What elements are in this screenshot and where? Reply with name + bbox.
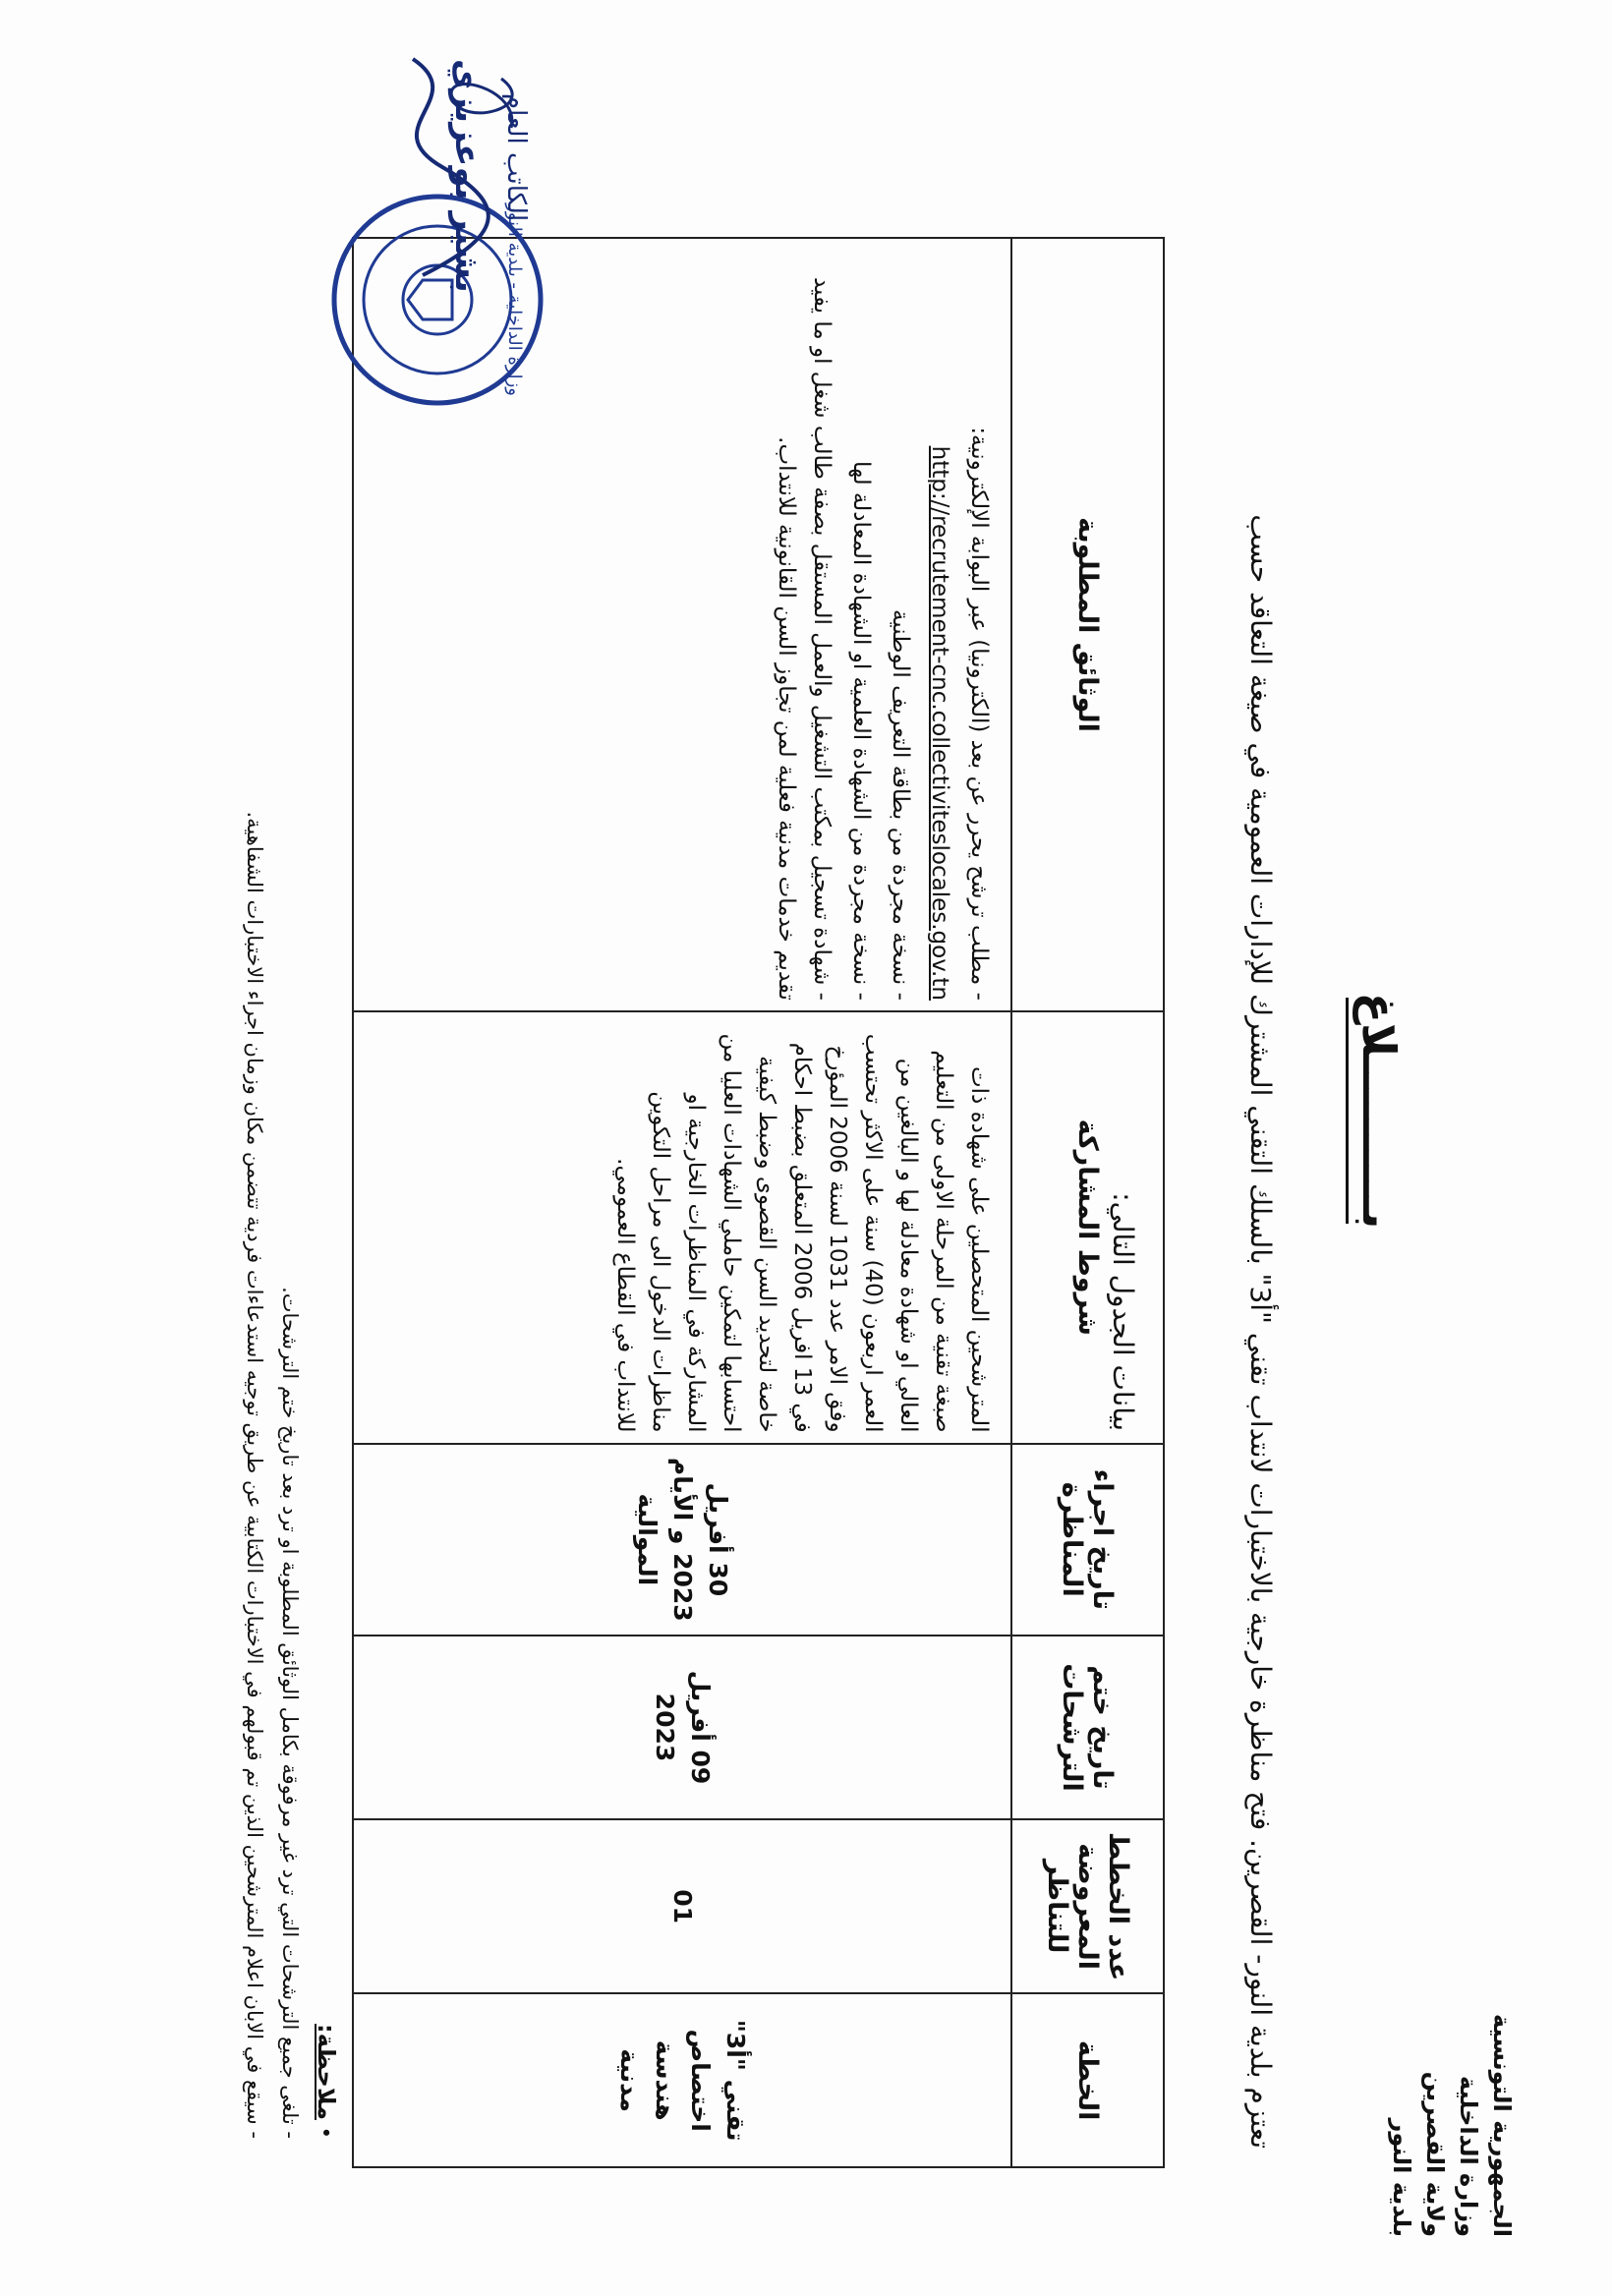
cell-count: 01 (353, 1819, 1011, 1993)
portal-link[interactable]: http://recrutement-cnc.collectiviteslocales.gov.tn (927, 445, 952, 1001)
table-row (353, 238, 1011, 2167)
letterhead-line: الجمهورية التونسية (1488, 2013, 1516, 2237)
notes-title: • ملاحظة: (313, 2024, 340, 2139)
stamp-label: وزارة الداخلية - بلدية النور (504, 203, 525, 396)
header-documents: الوثائق المطلوبة (1011, 238, 1164, 1011)
note-item: - تلغى جميع الترشحات التي ترد غير مرفوقة بكامل الوثائق المطلوبة او ترد بعد تاريخ ختم الترشحات. (278, 1287, 302, 2139)
header-count: عدد الخطط المعروضة للتناظر (1011, 1819, 1164, 1993)
title-underline (1346, 998, 1349, 1224)
cell-plan: تقني "أ3" اختصاص هندسة مدنية (353, 1993, 1011, 2167)
doc-item: - شهادة تسجيل بمكتب التشغيل والعمل المستقل بصفة طالب شغل او ما يفيد تقديم خدمات مدنية فعلية لمن تجاوز السن القانونية للانتداب. (774, 276, 835, 1001)
letterhead-line: بلدية النور (1388, 2118, 1415, 2237)
header-plan: الخطة (1011, 1993, 1164, 2167)
doc-item-url[interactable] (922, 249, 957, 1001)
header-closing-date: تاريخ ختم الترشحات (1011, 1636, 1164, 1819)
note-item: - سيقع في الابان اعلام المترشحين الذين تم قبولهم في الاختبارات الكتابية عن طريق توجيه استدعاءات فردية تتضمن مكان وزمان اجراء الاختبارات الشفاهية. (243, 811, 266, 2139)
intro-text: تعتزم بلدية النور- القصرين. فتح مناظرة خارجية بالاختبارات لانتداب تقني "أ3" بالسلك التقني المشترك للإدارات العمومية في صيغة التعاقد حسب (1244, 514, 1277, 2149)
table-header-row (1011, 238, 1164, 2167)
competition-table (352, 237, 1165, 2168)
letterhead-line: وزارة الداخلية (1455, 2075, 1482, 2237)
notes-section (237, 173, 344, 2139)
signatory-name: بشير بوعزيزي (447, 59, 487, 293)
letterhead-line: ولاية القصرين (1421, 2071, 1449, 2237)
title-text: بــــــــــلاغ (1353, 992, 1406, 1230)
doc-item: - مطلب ترشح يحرر عن بعد (الكترونيا) عبر البوابة الإلكترونية: (966, 427, 992, 1001)
cell-conditions: المترشحين المتحصلين على شهادة ذات صبغة تقنية من المرحلة الاولى من التعليم العالي او شهادة معادلة لها و البالغين من العمر اربعون (40) سنة على الاكثر تحتسب وفق الامر عدد 1031 لسنة 2006 المؤرخ في 13 افريل 2006 المتعلق بضبط احكام خاصة لتحديد السن القصوى وضبط كيفية احتسابها لتمكين حاملي الشهادات العليا من المشاركة في المناظرات الخارجية او مناظرات الدخول الى مراحل التكوين للانتداب في القطاع العمومي. (353, 1011, 1011, 1444)
letterhead (1385, 1913, 1519, 2237)
cell-exam-date: 30 أفريل 2023 و الأيام الموالية (353, 1444, 1011, 1636)
page-title (1346, 934, 1406, 1288)
signatory-title: الكاتب العام (501, 93, 531, 222)
doc-item: - نسخة مجردة من بطاقة التعريف الوطنية (888, 608, 913, 1001)
intro-line2: بيانات الجدول التالي: (1107, 1192, 1139, 1431)
header-exam-date: تاريخ اجراء المناظرة (1011, 1444, 1164, 1636)
intro-paragraph (1107, 144, 1283, 2149)
cell-closing-date: 09 أفريل 2023 (353, 1636, 1011, 1819)
header-conditions: شروط المشاركة (1011, 1011, 1164, 1444)
doc-item: - نسخة مجردة من الشهادة العلمية او الشهادة المعادلة لها (848, 460, 874, 1001)
